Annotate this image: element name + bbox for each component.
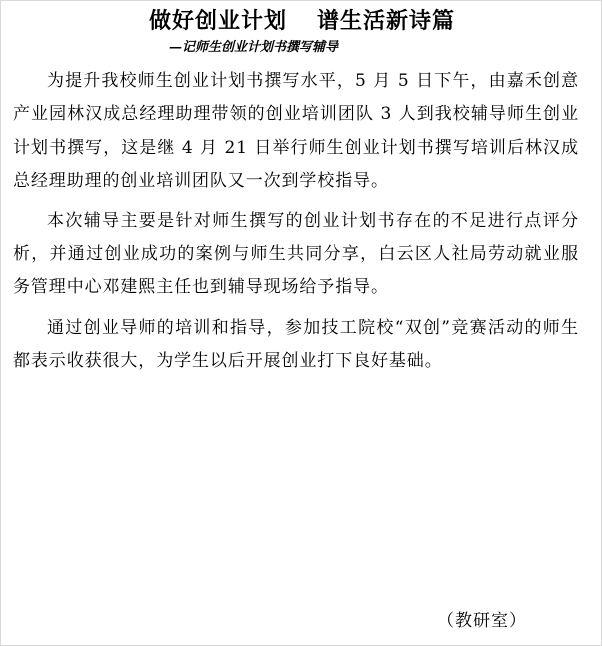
title-left: 做好创业计划 [148,8,287,34]
paragraph-2: 本次辅导主要是针对师生撰写的创业计划书存在的不足进行点评分析，并通过创业成功的案例与师生共同分享，白云区人社局劳动就业服务管理中心邓建熙主任也到辅导现场给予指导。 [13,210,579,298]
signature: （教研室） [437,611,527,631]
paragraph-3: 通过创业导师的培训和指导，参加技工院校“双创”竞赛活动的师生都表示收获很大，为学生以后开展创业打下良好基础。 [13,317,579,372]
paragraph-1: 为提升我校师生创业计划书撰写水平，5 月 5 日下午，由嘉禾创意产业园林汉成总经理助理带领的创业培训团队 3 人到我校辅导师生创业计划书撰写，这是继 4 月 21 日举行师生创业计划书撰写培训后林汉成总经理助理的创业培训团队又一次到学校指导。 [13,71,579,192]
document-title [1,7,602,35]
document-body [13,65,579,379]
document-subtitle: —记师生创业计划书撰写辅导 [169,40,339,55]
title-right: 谱生活新诗篇 [317,8,456,34]
